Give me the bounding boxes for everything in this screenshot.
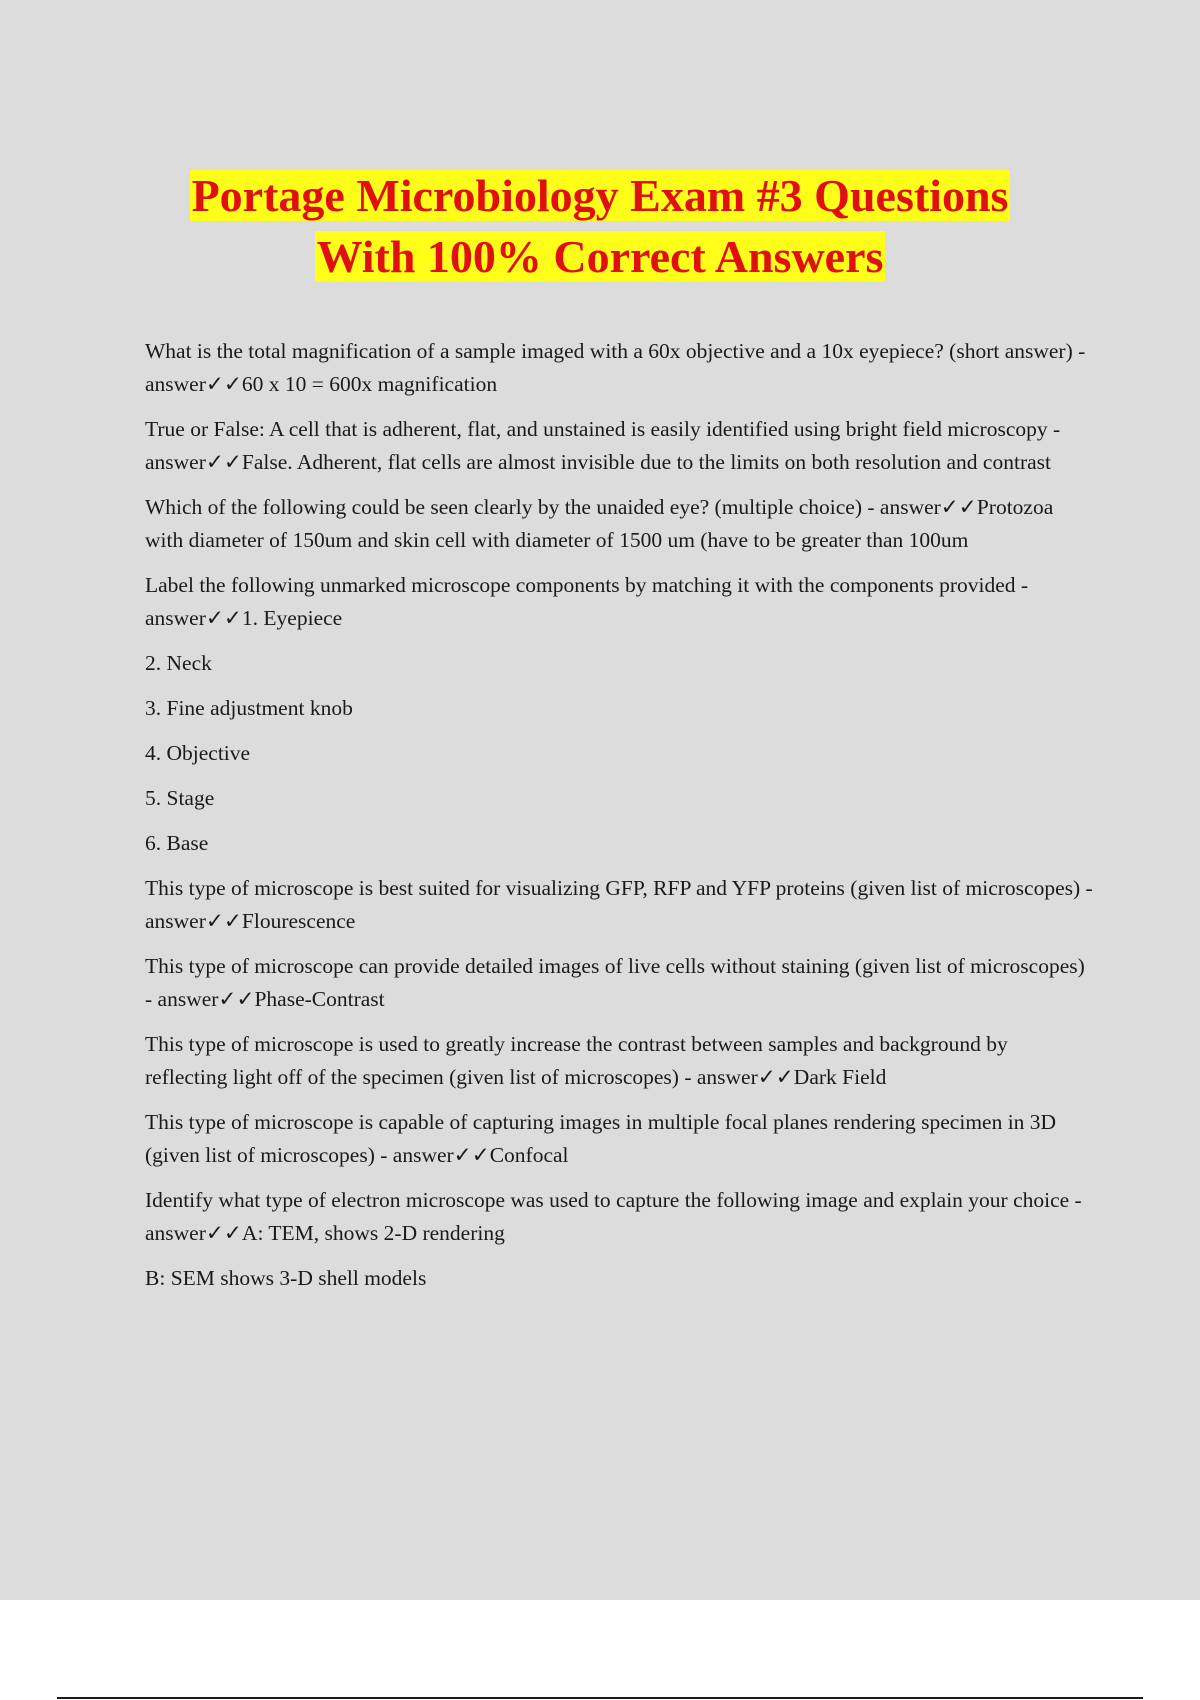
list-item-objective: 4. Objective: [145, 741, 251, 765]
footer-divider: [57, 1697, 1143, 1699]
list-item-base: 6. Base: [145, 831, 209, 855]
list-item-fine-adjustment: 3. Fine adjustment knob: [145, 696, 353, 720]
document-body: [145, 335, 1095, 1307]
title-line-2: With 100% Correct Answers: [316, 231, 884, 282]
qa-item-fluorescence: This type of microscope is best suited for visualizing GFP, RFP and YFP proteins (given list of microscopes) - answer✓✓Flourescence: [145, 876, 1093, 933]
document-title: [0, 165, 1200, 287]
qa-item-2: True or False: A cell that is adherent, flat, and unstained is easily identified using bright field microscopy - answer✓✓False. Adherent, flat cells are almost invisible due to the limits on both resolution and contrast: [145, 417, 1061, 474]
qa-item-1: What is the total magnification of a sample imaged with a 60x objective and a 10x eyepiece? (short answer) - answer✓✓60 x 10 = 600x magnification: [145, 339, 1086, 396]
qa-item-phase-contrast: This type of microscope can provide detailed images of live cells without staining (given list of microscopes) - answer✓✓Phase-Contrast: [145, 954, 1085, 1011]
list-item-sem: B: SEM shows 3-D shell models: [145, 1266, 427, 1290]
qa-item-electron-microscope: Identify what type of electron microscope was used to capture the following image and explain your choice - answer✓✓A: TEM, shows 2-D rendering: [145, 1188, 1082, 1245]
qa-item-dark-field: This type of microscope is used to greatly increase the contrast between samples and background by reflecting light off of the specimen (given list of microscopes) - answer✓✓Dark Field: [145, 1032, 1008, 1089]
list-item-stage: 5. Stage: [145, 786, 215, 810]
qa-item-4: Label the following unmarked microscope components by matching it with the components provided - answer✓✓1. Eyepiece: [145, 573, 1029, 630]
title-line-1: Portage Microbiology Exam #3 Questions: [191, 170, 1009, 221]
qa-item-3: Which of the following could be seen clearly by the unaided eye? (multiple choice) - answer✓✓Protozoa with diameter of 150um and skin cell with diameter of 1500 um (have to be greater than 100um: [145, 495, 1054, 552]
qa-item-confocal: This type of microscope is capable of capturing images in multiple focal planes rendering specimen in 3D (given list of microscopes) - answer✓✓Confocal: [145, 1110, 1057, 1167]
list-item-neck: 2. Neck: [145, 651, 212, 675]
